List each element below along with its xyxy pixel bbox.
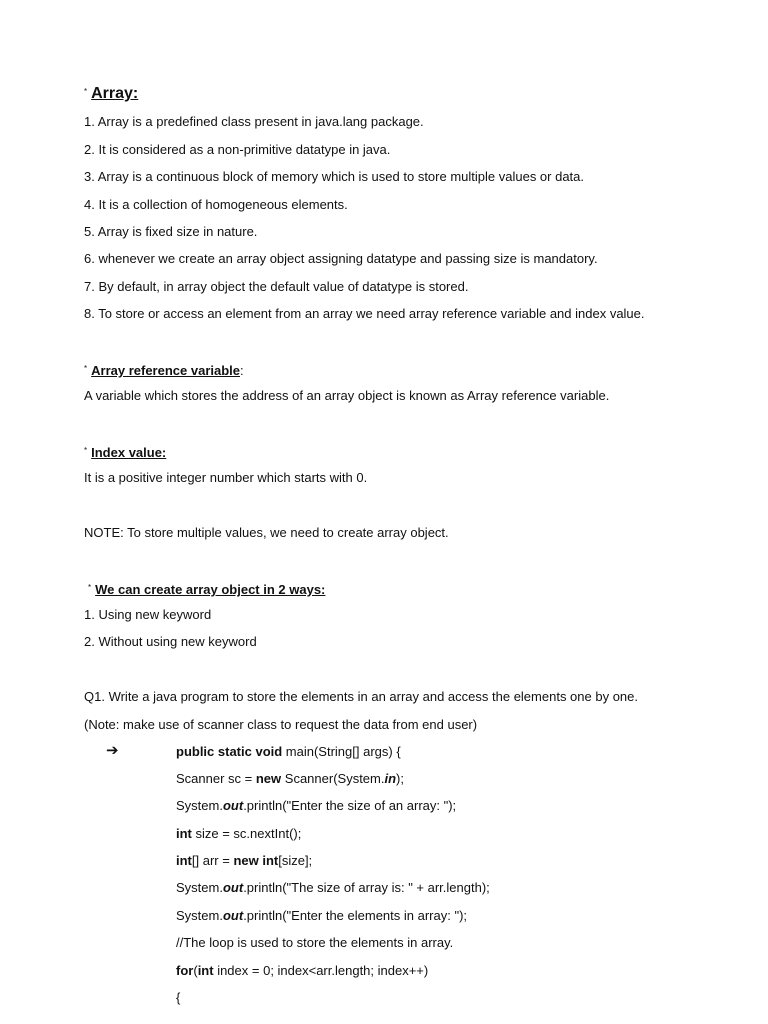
- point-8: 8. To store or access an element from an array we need array reference variable and index value.: [84, 306, 645, 321]
- code-keyword: for: [176, 963, 194, 978]
- point-2: 2. It is considered as a non-primitive datatype in java.: [84, 142, 391, 157]
- point-4: 4. It is a collection of homogeneous elements.: [84, 197, 348, 212]
- code-keyword: new int: [233, 853, 279, 868]
- ref-var-text: A variable which stores the address of an array object is known as Array reference variable.: [84, 388, 610, 403]
- code-line-6: [176, 880, 490, 896]
- code-line-9: [176, 963, 428, 979]
- bullet-icon: *: [84, 364, 88, 373]
- ref-var-colon: :: [240, 363, 244, 378]
- title-line: [84, 84, 138, 102]
- code-line-4: [176, 826, 301, 842]
- code-text: );: [396, 771, 404, 786]
- code-text: (: [193, 963, 198, 978]
- arrow-right-icon: ➔: [106, 742, 119, 759]
- code-keyword: int: [197, 963, 214, 978]
- code-text: {: [176, 990, 181, 1005]
- ways-heading-line: [88, 580, 325, 598]
- ref-var-heading-line: [84, 361, 244, 379]
- code-text: size = sc.nextInt();: [191, 826, 302, 841]
- ways-item-1: 1. Using new keyword: [84, 607, 212, 622]
- question-note: (Note: make use of scanner class to request the data from end user): [84, 717, 478, 732]
- code-text: Scanner(System.: [281, 771, 385, 786]
- bullet-icon: *: [84, 87, 88, 96]
- ref-var-heading: Array reference variable: [91, 363, 240, 378]
- ways-item-2: 2. Without using new keyword: [84, 634, 257, 649]
- code-text: main(String[] args) {: [282, 744, 401, 759]
- code-field: in: [384, 771, 397, 786]
- bullet-icon: *: [88, 583, 92, 592]
- point-1: 1. Array is a predefined class present in java.lang package.: [84, 114, 424, 129]
- code-text: System.: [176, 908, 223, 923]
- question-text: Q1. Write a java program to store the elements in an array and access the elements one by one.: [84, 689, 638, 704]
- section-title: Array:: [91, 85, 139, 102]
- point-5: 5. Array is fixed size in nature.: [84, 224, 258, 239]
- code-line-10: [176, 990, 180, 1006]
- index-value-heading: Index value:: [91, 445, 167, 460]
- code-text: Scanner sc =: [176, 771, 256, 786]
- code-field: out: [222, 880, 244, 895]
- code-line-1: [176, 744, 401, 760]
- code-text: index = 0; index<arr.length; index++): [213, 963, 429, 978]
- index-value-heading-line: [84, 443, 166, 461]
- code-text: System.: [176, 880, 223, 895]
- code-line-2: [176, 771, 404, 787]
- code-keyword: new: [255, 771, 282, 786]
- note-text: NOTE: To store multiple values, we need to create array object.: [84, 525, 449, 540]
- code-comment: //The loop is used to store the elements in array.: [176, 935, 454, 950]
- code-text: .println("Enter the size of an array: ");: [243, 798, 457, 813]
- code-keyword: int: [176, 826, 192, 841]
- bullet-icon: *: [84, 446, 88, 455]
- point-7: 7. By default, in array object the default value of datatype is stored.: [84, 279, 469, 294]
- code-text: [] arr =: [191, 853, 234, 868]
- code-text: .println("The size of array is: " + arr.length);: [243, 880, 490, 895]
- code-line-7: [176, 908, 467, 924]
- code-line-8: [176, 935, 453, 951]
- index-value-text: It is a positive integer number which starts with 0.: [84, 470, 368, 485]
- code-keyword: public static void: [176, 744, 283, 759]
- code-field: out: [222, 908, 244, 923]
- point-6: 6. whenever we create an array object assigning datatype and passing size is mandatory.: [84, 251, 598, 266]
- code-text: System.: [176, 798, 223, 813]
- point-3: 3. Array is a continuous block of memory which is used to store multiple values or data.: [84, 169, 585, 184]
- code-text: .println("Enter the elements in array: ");: [243, 908, 468, 923]
- ways-heading: We can create array object in 2 ways:: [95, 582, 326, 597]
- code-keyword: int: [176, 853, 192, 868]
- code-line-5: [176, 853, 312, 869]
- code-text: [size];: [278, 853, 313, 868]
- code-field: out: [222, 798, 244, 813]
- code-line-3: [176, 798, 456, 814]
